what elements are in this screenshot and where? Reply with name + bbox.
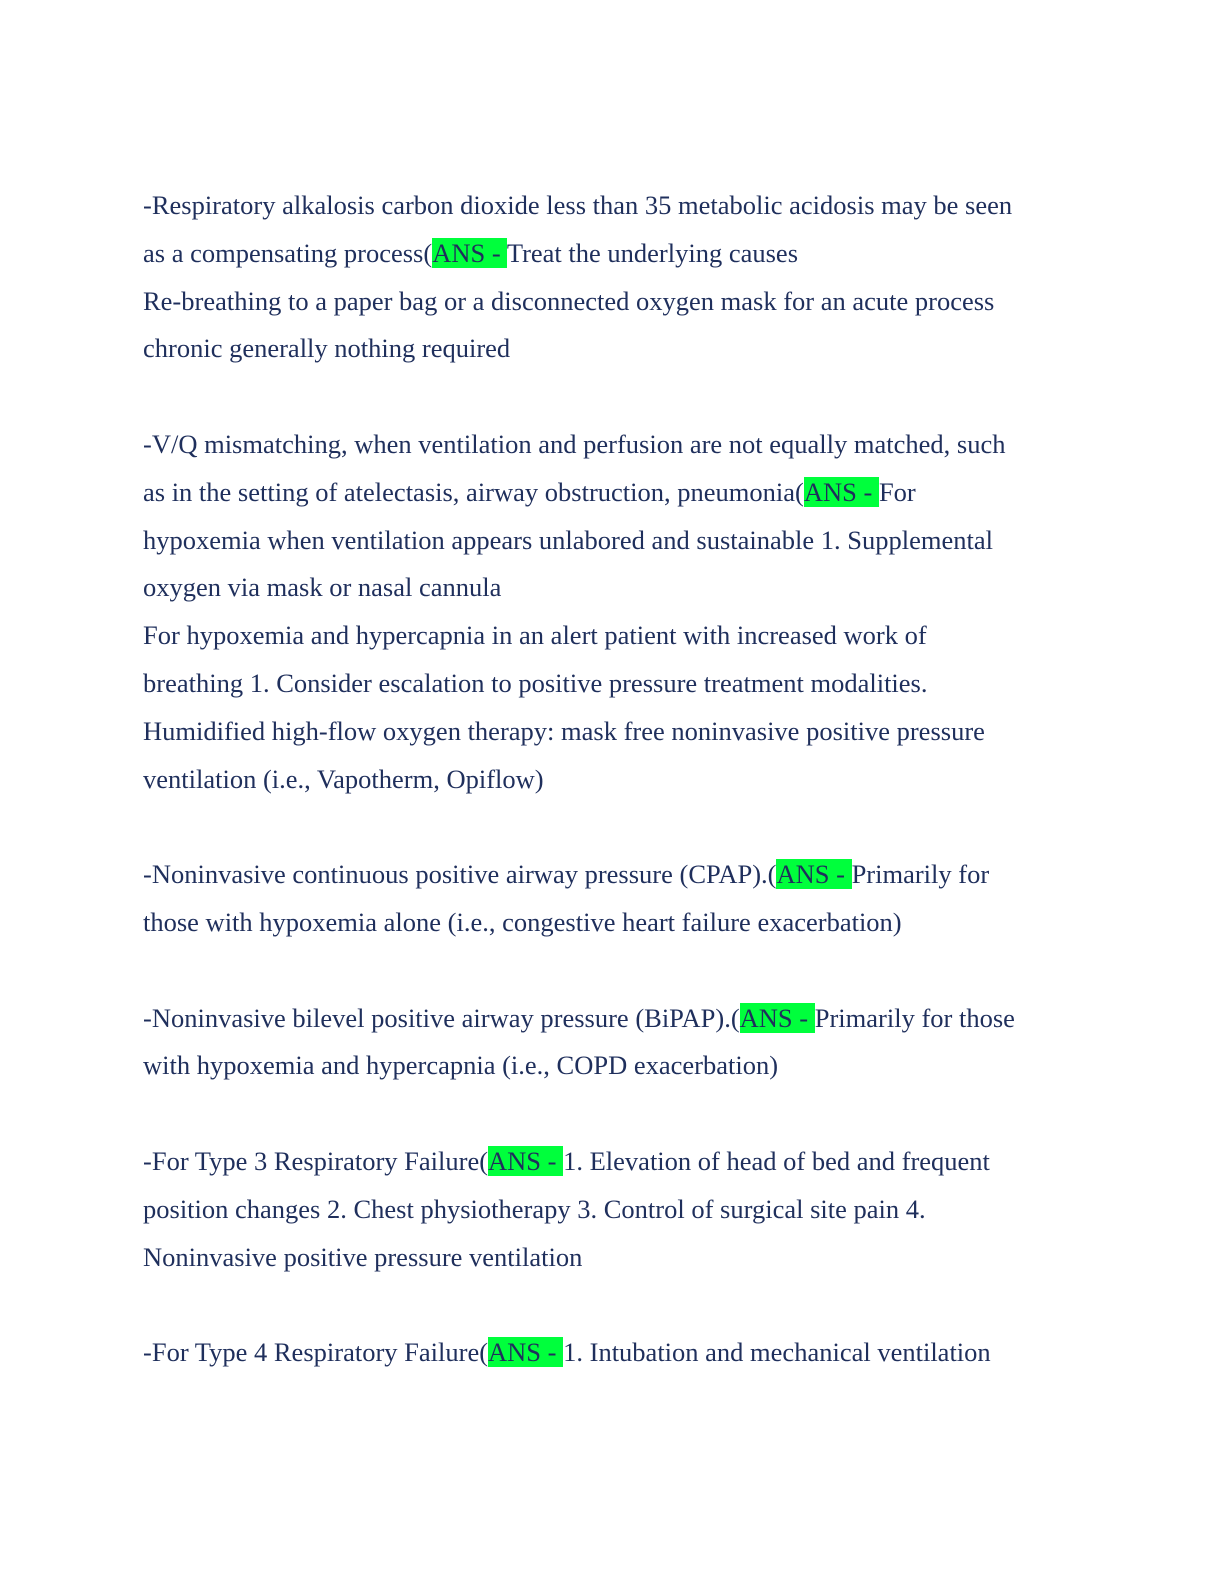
text-line	[143, 278, 1068, 326]
text-line	[143, 325, 1068, 373]
answer-highlight: ANS -	[776, 859, 852, 890]
text-segment: breathing 1. Consider escalation to positive pressure treatment modalities.	[143, 667, 928, 698]
text-segment: Treat the underlying causes	[506, 237, 799, 268]
text-segment: -For Type 4 Respiratory Failure(	[143, 1337, 489, 1368]
text-line	[143, 995, 1068, 1043]
text-line	[143, 756, 1068, 804]
text-segment: 1. Elevation of head of bed and frequent	[563, 1145, 990, 1176]
text-line	[143, 421, 1068, 469]
text-segment: those with hypoxemia alone (i.e., congestive heart failure exacerbation)	[143, 906, 902, 937]
text-segment: 1. Intubation and mechanical ventilation	[563, 1337, 991, 1368]
document-page	[143, 182, 1068, 1425]
text-segment: oxygen via mask or nasal cannula	[143, 572, 502, 603]
answer-highlight: ANS -	[803, 476, 879, 507]
text-line	[143, 1329, 1068, 1377]
text-line	[143, 851, 1068, 899]
text-segment: with hypoxemia and hypercapnia (i.e., COPD exacerbation)	[143, 1050, 779, 1081]
text-line	[143, 182, 1068, 230]
text-segment: Primarily for those	[814, 1002, 1015, 1033]
answer-highlight: ANS -	[488, 1337, 564, 1368]
answer-highlight: ANS -	[488, 1145, 564, 1176]
text-segment: Noninvasive positive pressure ventilation	[143, 1241, 583, 1272]
text-segment: ventilation (i.e., Vapotherm, Opiflow)	[143, 763, 544, 794]
text-segment: -Noninvasive continuous positive airway pressure (CPAP).(	[143, 859, 777, 890]
qa-entry	[143, 995, 1068, 1091]
text-segment: -For Type 3 Respiratory Failure(	[143, 1145, 489, 1176]
text-line	[143, 517, 1068, 565]
text-line	[143, 612, 1068, 660]
text-segment: -V/Q mismatching, when ventilation and perfusion are not equally matched, such	[143, 428, 1006, 459]
text-line	[143, 469, 1068, 517]
qa-entry	[143, 1329, 1068, 1377]
text-line	[143, 899, 1068, 947]
text-segment: -Noninvasive bilevel positive airway pressure (BiPAP).(	[143, 1002, 740, 1033]
text-segment: hypoxemia when ventilation appears unlabored and sustainable 1. Supplemental	[143, 524, 993, 555]
text-segment: For hypoxemia and hypercapnia in an alert patient with increased work of	[143, 620, 927, 651]
answer-highlight: ANS -	[432, 237, 507, 268]
text-line	[143, 564, 1068, 612]
text-segment: -Respiratory alkalosis carbon dioxide less than 35 metabolic acidosis may be seen	[143, 190, 1013, 220]
qa-entry	[143, 1138, 1068, 1281]
text-line	[143, 1186, 1068, 1234]
qa-entry	[143, 182, 1068, 373]
text-segment: as a compensating process(	[143, 237, 433, 268]
text-line	[143, 660, 1068, 708]
text-segment: position changes 2. Chest physiotherapy 3. Control of surgical site pain 4.	[143, 1193, 926, 1224]
text-segment: Primarily for	[851, 859, 990, 890]
text-segment: chronic generally nothing required	[143, 333, 511, 364]
text-segment: Re-breathing to a paper bag or a disconnected oxygen mask for an acute process	[143, 285, 995, 316]
text-segment: For	[878, 476, 916, 507]
text-line	[143, 1234, 1068, 1282]
text-line	[143, 1138, 1068, 1186]
text-line	[143, 1042, 1068, 1090]
text-segment: Humidified high-flow oxygen therapy: mask free noninvasive positive pressure	[143, 715, 985, 746]
text-segment: as in the setting of atelectasis, airway obstruction, pneumonia(	[143, 476, 804, 507]
text-line	[143, 230, 1068, 278]
answer-highlight: ANS -	[739, 1002, 815, 1033]
qa-entry	[143, 851, 1068, 947]
qa-entry	[143, 421, 1068, 803]
text-line	[143, 708, 1068, 756]
